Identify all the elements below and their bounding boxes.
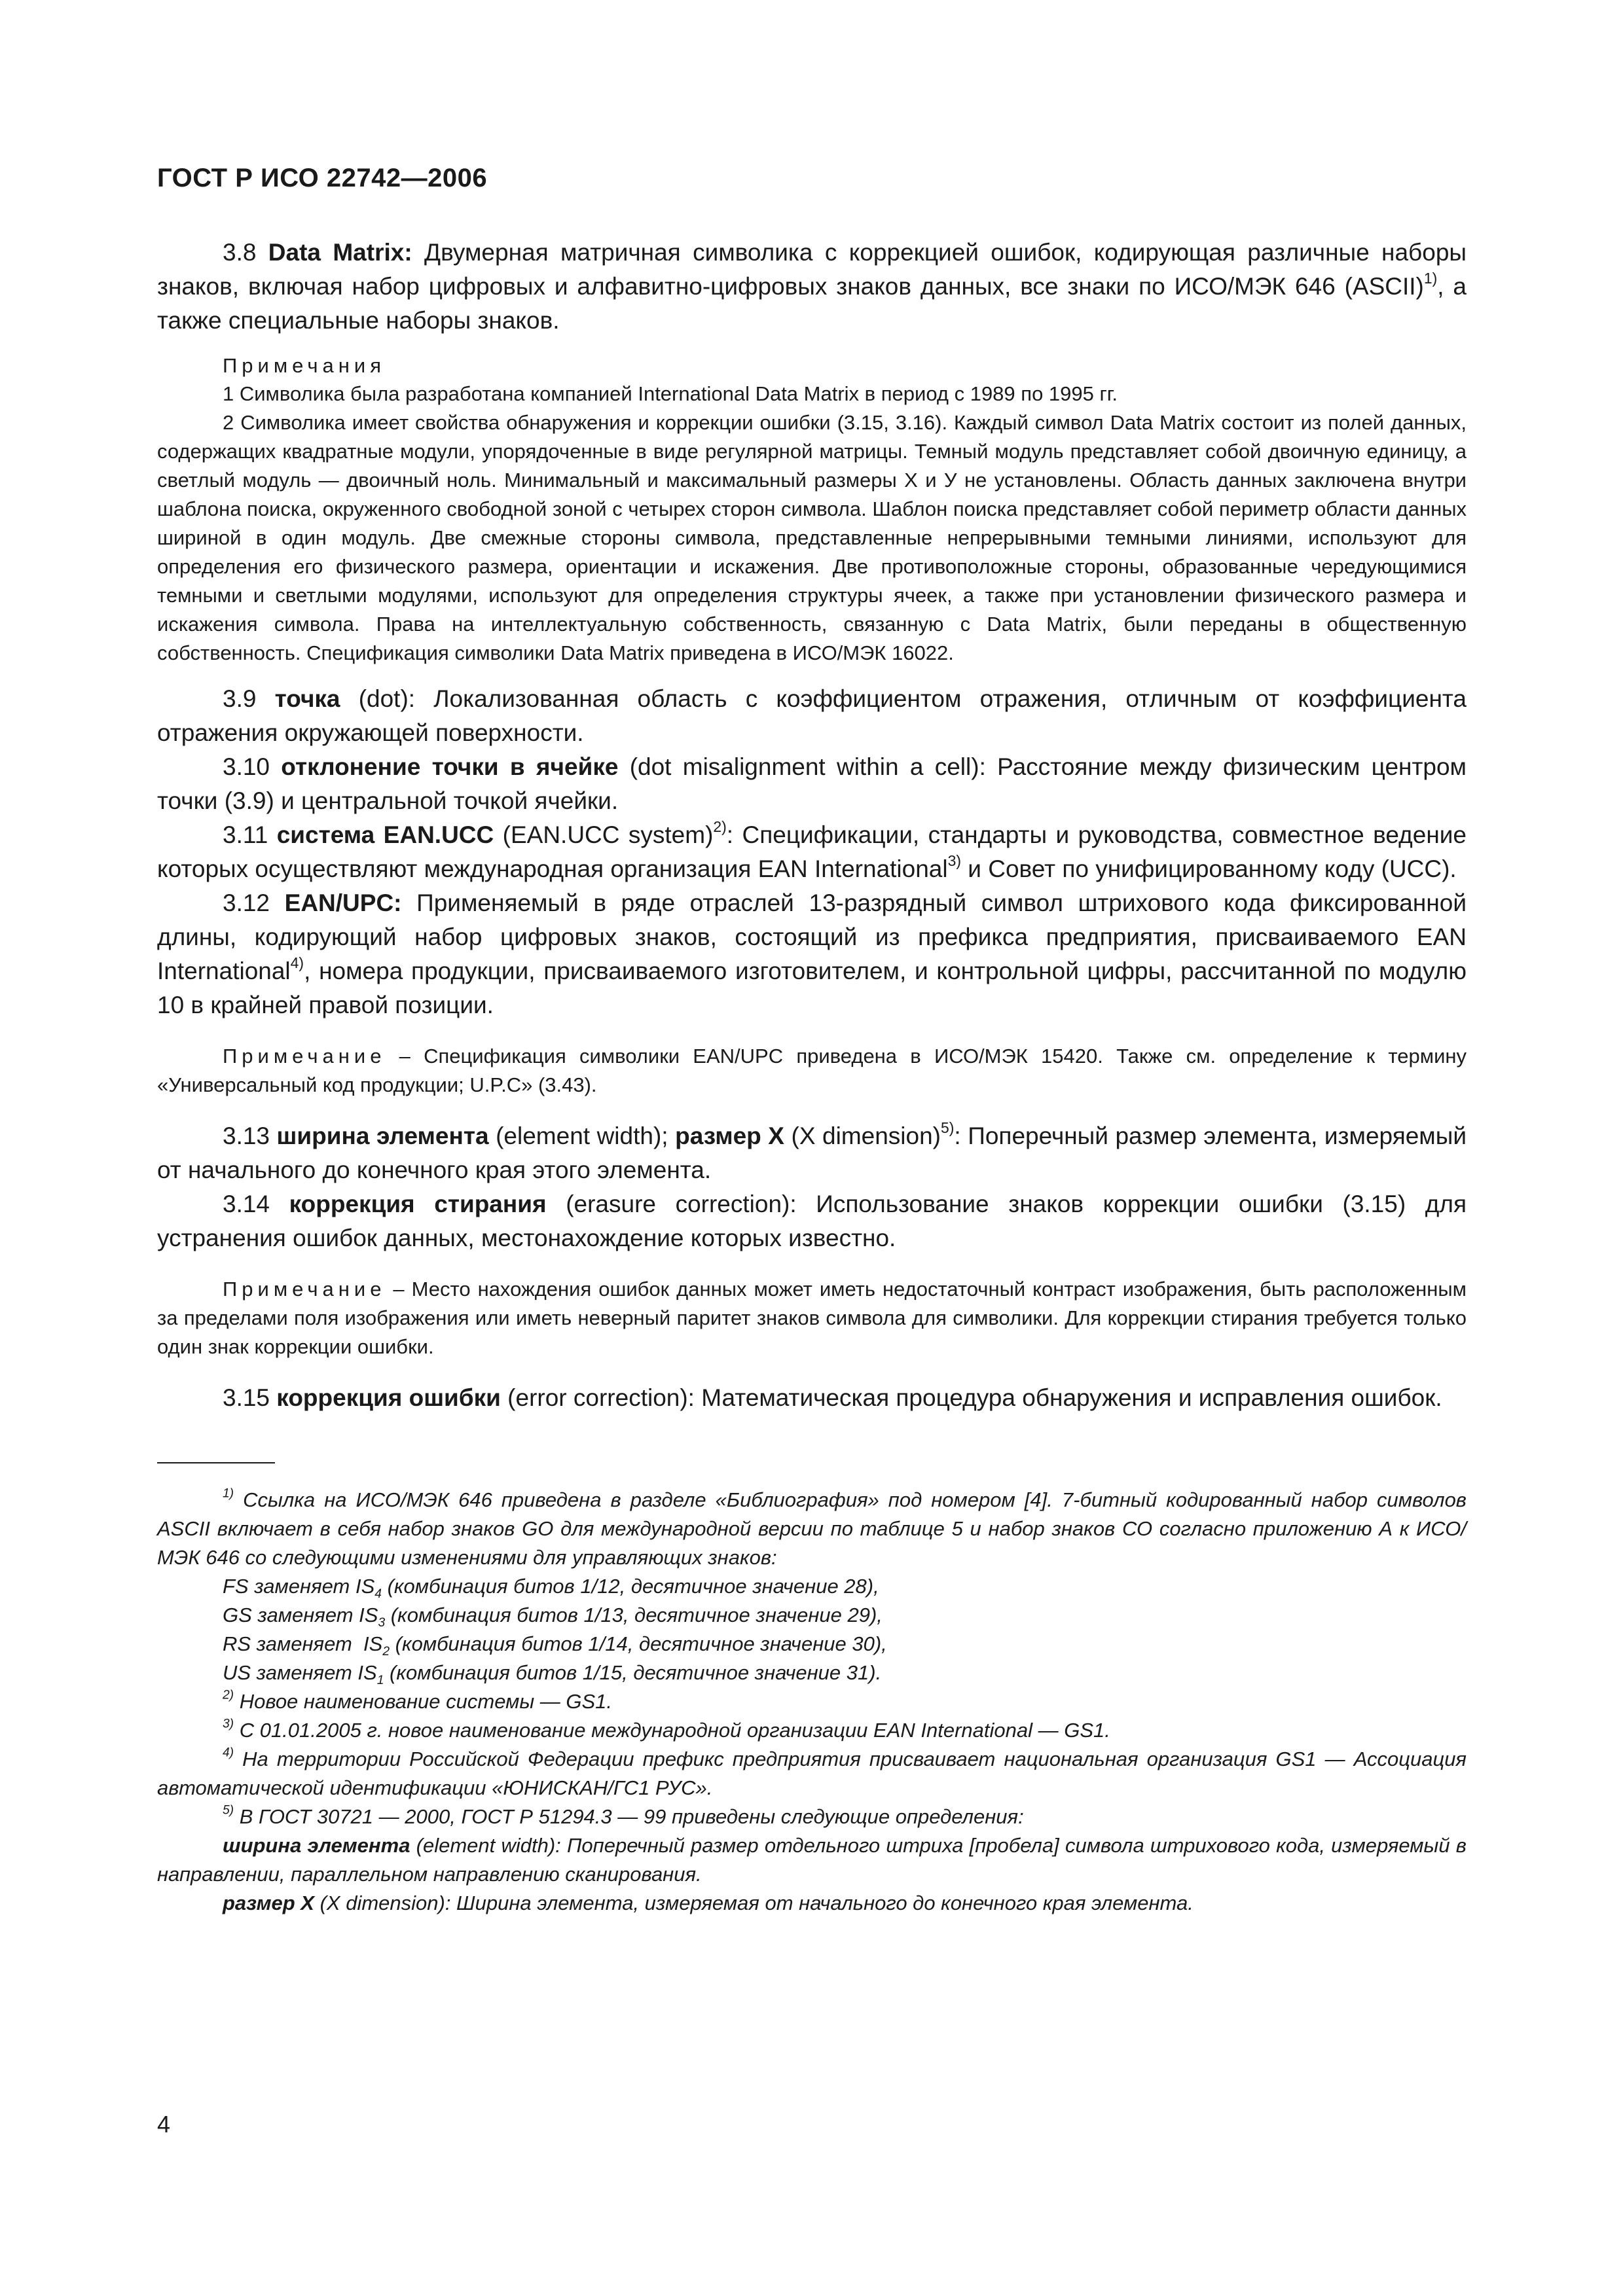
footnote-ref: 4) [290,954,304,971]
notes-heading: Примечания [223,354,386,377]
footnote-1-fs: FS заменяет $IS_4$ (комбинация битов 1/12, десятичное значение 28), [223,1575,879,1602]
term-3-12: 3.12 EAN/UPC: Применяемый в ряде отраслей 13-разрядный символ штрихового кода фиксированной длины, кодирующий набор цифровых знаков, состоящий из префикса предприятия, присваиваемого EAN International$^{4)}$, номера продукции, присваиваемого изготовителем, и контрольной цифры, рассчитанной по модулю 10 в крайней правой позиции. [157,889,1467,1018]
term-3-8: 3.8 Data Matrix: Двумерная матричная символика с коррекцией ошибок, кодирующая различные наборы знаков, включая набор цифровых и алфавитно-цифровых знаков данных, все знаки по ИСО/МЭК 646 (ASCII)$^{1)}$, а также специальные наборы знаков. [157,239,1467,334]
term-3-13: 3.13 ширина элемента (element width); размер Х (X dimension)$^{5)}$: Поперечный размер элемента, измеряемый от начального до конечного края этого элемента. [157,1119,1467,1183]
term-title: коррекция стирания [289,1191,547,1217]
footnote-1-rs: RS заменяет $IS_2$ (комбинация битов 1/14, десятичное значение 30), [223,1632,887,1659]
term-title: EAN/UPC: [284,889,402,916]
note-2: 2 Символика имеет свойства обнаружения и коррекции ошибки (3.15, 3.16). Каждый символ Data Matrix состоит из полей данных, содержащих квадратные модули, упорядоченные в виде регулярной матрицы. Темный модуль представляет собой двоичную единицу, а светлый модуль — двоичный ноль. Минимальный и максимальный размеры Х и У не установлены. Область данных заключена внутри шаблона поиска, окруженного свободной зоной с четырех сторон символа. Шаблон поиска представляет собой периметр области данных шириной в один модуль. Две смежные стороны символа, представленные непрерывными темными линиями, используют для определения его физического размера, ориентации и искажения. Две противоположные стороны, образованные чередующимися темными и светлыми модулями, используют для определения структуры ячеек, а также при установлении физического размера и искажения символа. Права на интеллектуальную собственность, связанную с Data Matrix, были переданы в общественную собственность. Спецификация символики Data Matrix приведена в ИСО/МЭК 16022. [157,411,1467,664]
footnote-ref: 2) [713,817,727,835]
footnote-1: $^{1)}$ Ссылка на ИСО/МЭК 646 приведена в разделе «Библиография» под номером [4]. 7-битный кодированный набор символов ASCII включает в себя набор знаков GO для международной версии по таблице 5 и набор знаков СО согласно приложению А к ИСО/МЭК 646 со следующими изменениями для управляющих знаков: [157,1486,1467,1569]
footnote-5: $^{5)}$ В ГОСТ 30721 — 2000, ГОСТ Р 51294.3 — 99 приведены следующие определения: [223,1803,1024,1828]
term-3-10: 3.10 отклонение точки в ячейке (dot misalignment within a cell): Расстояние между физическим центром точки (3.9) и центральной точкой ячейки. [157,753,1467,814]
term-title: Data Matrix: [268,239,412,266]
term-title: коррекция ошибки [276,1384,501,1411]
note-label: Примечание [223,1045,386,1067]
footnote-4: $^{4)}$ На территории Российской Федерации префикс предприятия присваивает национальная организация GS1 — Ассоциация автоматической идентификации «ЮНИСКАН/ГС1 РУС». [157,1746,1467,1799]
term-title: точка [274,685,340,712]
footnote-3: $^{3)}$ С 01.01.2005 г. новое наименование международной организации EAN International — GS1. [223,1717,1110,1742]
document-body [157,236,1467,1918]
note-label: Примечание [223,1278,386,1300]
page-number: 4 [157,2111,171,2138]
footnote-5-def-2: размер Х (X dimension): Ширина элемента, измеряемая от начального до конечного края элемента. [223,1892,1194,1914]
term-3-15: 3.15 коррекция ошибки (error correction): Математическая процедура обнаружения и исправления ошибок. [223,1384,1442,1411]
note-1: 1 Символика была разработана компанией International Data Matrix в период с 1989 по 1995 гг. [223,382,1118,405]
footnote-2: $^{2)}$ Новое наименование системы — GS1. [223,1688,613,1713]
footnote-divider [157,1462,275,1463]
term-title: размер Х [675,1122,784,1149]
page-header: ГОСТ Р ИСО 22742—2006 [157,164,488,192]
footnote-ref: 5) [941,1119,955,1136]
footnote-1-gs: GS заменяет $IS_3$ (комбинация битов 1/13, десятичное значение 29), [223,1604,883,1630]
footnotes [157,1486,1467,1918]
footnote-ref: 1) [1423,269,1438,287]
footnote-1-us: US заменяет $IS_1$ (комбинация битов 1/15, десятичное значение 31). [223,1661,882,1688]
note-3-12: Примечание – Спецификация символики EAN/UPC приведена в ИСО/МЭК 15420. Также см. определение к термину «Универсальный код продукции; U.P.C» (3.43). [157,1045,1467,1096]
term-3-11: 3.11 система EAN.UCC (EAN.UCC system)$^{2)}$: Спецификации, стандарты и руководства, совместное ведение которых осуществляют международная организация EAN International$^{3)}$ и Совет по унифицированному коду (UCC). [157,817,1467,882]
term-title: отклонение точки в ячейке [281,753,619,780]
term-3-9: 3.9 точка (dot): Локализованная область с коэффициентом отражения, отличным от коэффициента отражения окружающей поверхности. [157,685,1467,746]
term-title: ширина элемента [276,1122,489,1149]
term-3-14: 3.14 коррекция стирания (erasure correction): Использование знаков коррекции ошибки (3.15) для устранения ошибок данных, местонахождение которых известно. [157,1191,1467,1251]
note-3-14: Примечание – Место нахождения ошибок данных может иметь недостаточный контраст изображения, быть расположенным за пределами поля изображения или иметь неверный паритет знаков символа для символики. Для коррекции стирания требуется только один знак коррекции ошибки. [157,1278,1467,1358]
footnote-ref: 3) [947,852,962,869]
footnote-5-def-1: ширина элемента (element width): Поперечный размер отдельного штриха [пробела] символа штрихового кода, измеряемый в направлении, параллельном направлению сканирования. [157,1834,1467,1886]
term-title: система EAN.UCC [276,821,494,848]
